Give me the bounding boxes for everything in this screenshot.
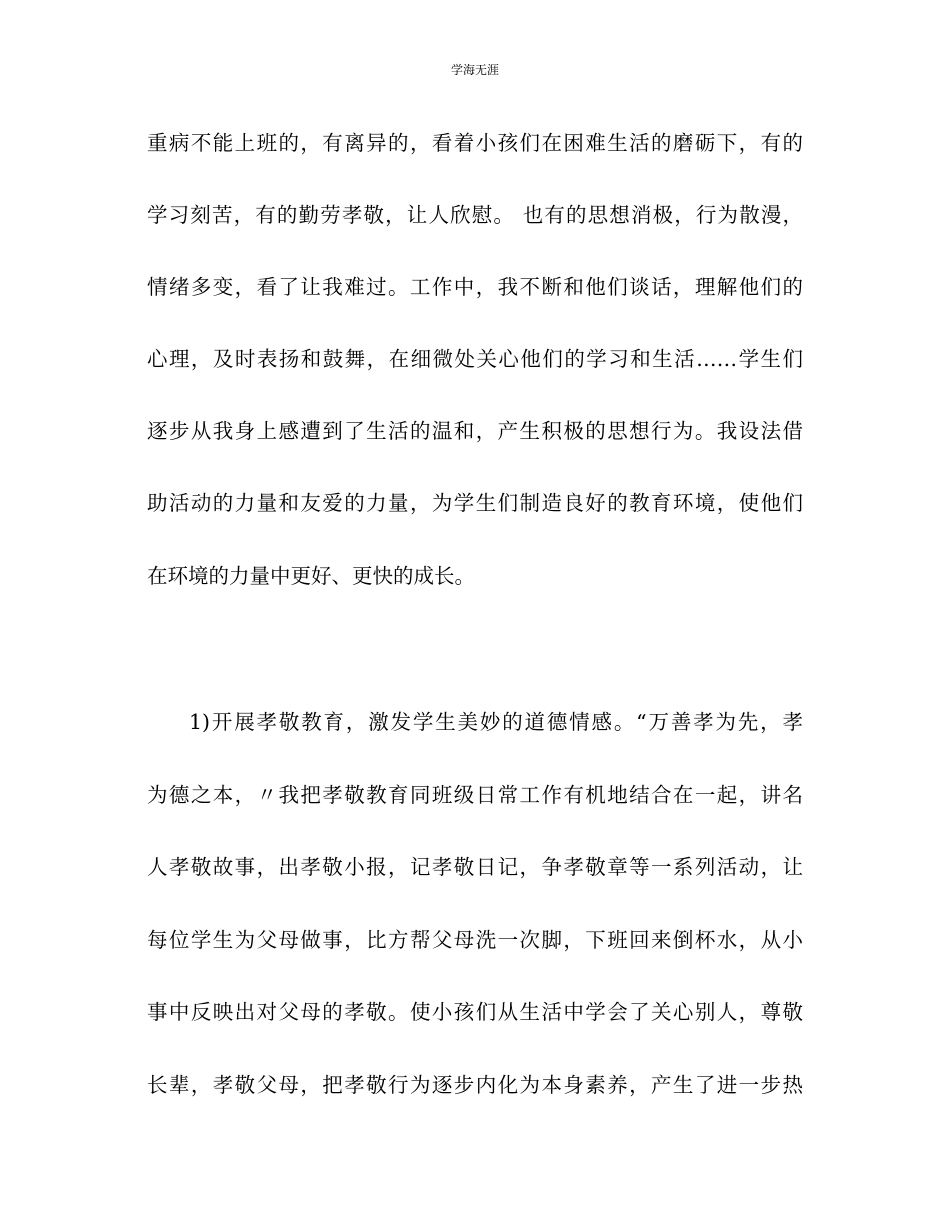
text-line: 重病不能上班的，有离异的，看着小孩们在困难生活的磨砺下，有的: [147, 131, 803, 155]
text-line: 在环境的力量中更好、更快的成长。: [147, 564, 475, 588]
text-line: 助活动的力量和友爱的力量，为学生们制造良好的教育环境，使他们: [147, 491, 803, 515]
text-line: 每位学生为父母做事，比方帮父母洗一次脚，下班回来倒杯水，从小: [147, 928, 803, 952]
text-line: 事中反映出对父母的孝敬。使小孩们从生活中学会了关心别人，尊敬: [147, 1000, 803, 1024]
text-line: 人孝敬故事，出孝敬小报，记孝敬日记，争孝敬章等一系列活动，让: [147, 855, 803, 879]
text-line: 心理，及时表扬和鼓舞，在细微处关心他们的学习和生活……学生们: [147, 347, 803, 371]
text-line: 为德之本，〃我把孝敬教育同班级日常工作有机地结合在一起，讲名: [147, 783, 803, 807]
text-line: 长辈，孝敬父母，把孝敬行为逐步内化为本身素养，产生了进一步热: [147, 1073, 803, 1097]
text-line: 学习刻苦，有的勤劳孝敬，让人欣慰。 也有的思想消极，行为散漫，: [147, 203, 803, 227]
page-header: 学海无涯: [450, 63, 499, 77]
text-line: 逐步从我身上感遭到了生活的温和，产生积极的思想行为。我设法借: [147, 419, 803, 443]
text-line: 1)开展孝敬教育，激发学生美妙的道德情感。“万善孝为先，孝: [189, 710, 803, 734]
text-line: 情绪多变，看了让我难过。工作中，我不断和他们谈话，理解他们的: [147, 275, 803, 299]
